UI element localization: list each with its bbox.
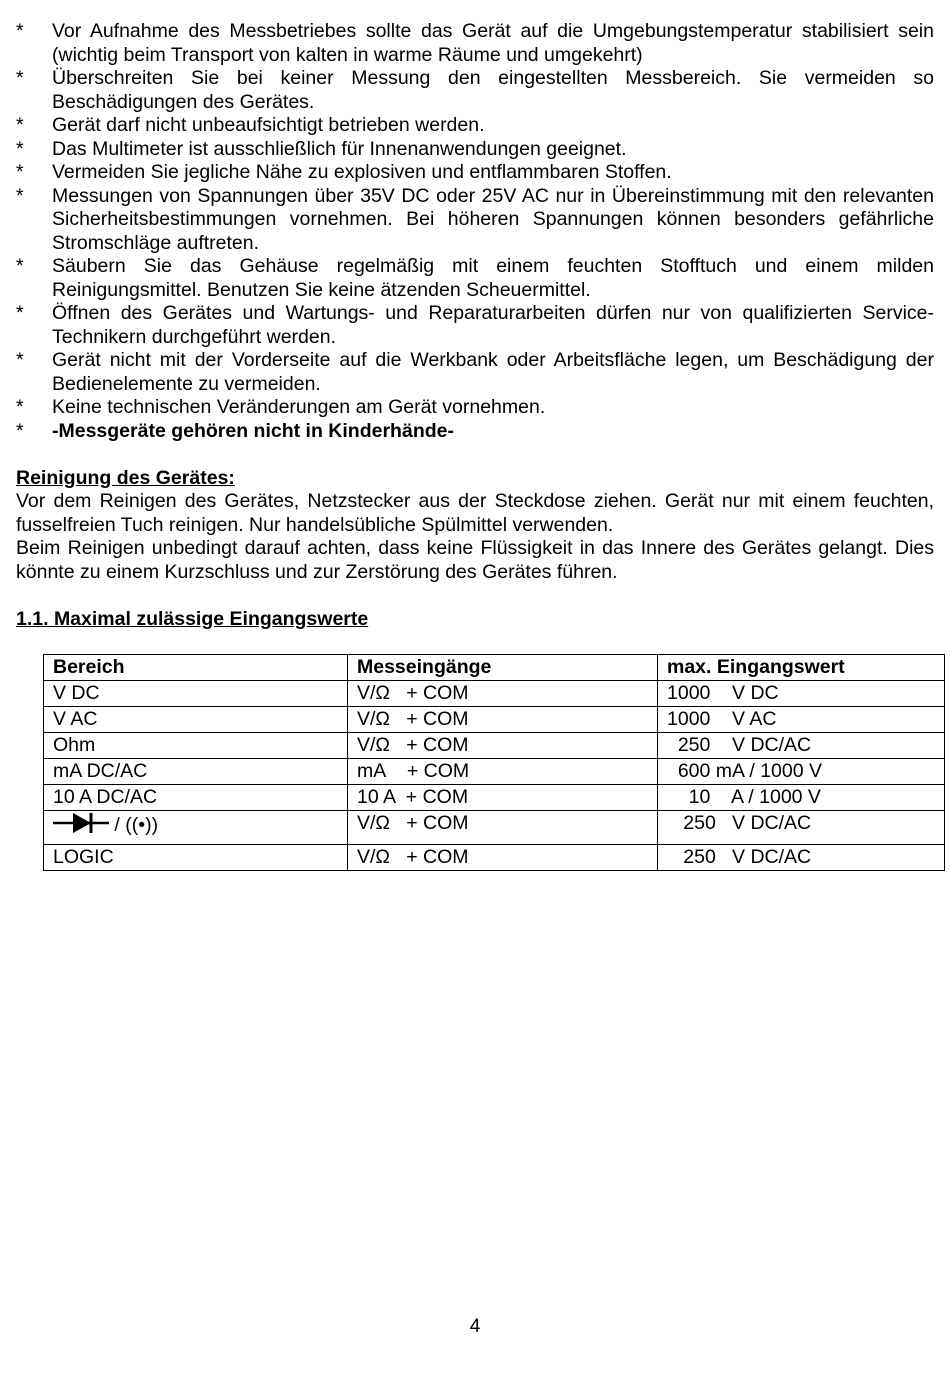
cell-inputs: V/Ω + COM <box>348 681 658 707</box>
list-item: * Vor Aufnahme des Messbetriebes sollte das Gerät auf die Umgebungstemperatur stabilisiert sein (wichtig beim Transport von kalten in warme Räume und umgekehrt) <box>16 20 934 66</box>
cell-max: 10 A / 1000 V <box>658 785 945 811</box>
cell-range: V DC <box>44 681 348 707</box>
cell-max: 600 mA / 1000 V <box>658 759 945 785</box>
page-number: 4 <box>469 1316 481 1337</box>
cell-max: 250 V DC/AC <box>658 811 945 845</box>
table-row <box>44 811 945 845</box>
cleaning-title: Reinigung des Gerätes: <box>16 466 235 489</box>
table-row <box>44 845 945 871</box>
table-header-row <box>44 655 945 681</box>
diode-icon <box>53 811 109 835</box>
header-bereich: Bereich <box>44 655 348 681</box>
list-item: * Säubern Sie das Gehäuse regelmäßig mit einem feuchten Stofftuch und einem milden Reinigungsmittel. Benutzen Sie keine ätzenden Scheuermittel. <box>16 255 934 301</box>
header-messeingaenge: Messeingänge <box>348 655 658 681</box>
document-page <box>16 20 934 631</box>
list-item: * Das Multimeter ist ausschließlich für Innenanwendungen geeignet. <box>16 137 627 160</box>
cell-inputs: mA + COM <box>348 759 658 785</box>
list-item: * Messungen von Spannungen über 35V DC oder 25V AC nur in Übereinstimmung mit den relevanten Sicherheitsbestimmungen vornehmen. Bei höheren Spannungen können besonders gefährliche Stromschläge auftreten. <box>16 184 934 254</box>
list-item: * Keine technischen Veränderungen am Gerät vornehmen. <box>16 396 546 418</box>
cell-range: mA DC/AC <box>44 759 348 785</box>
limits-title: 1.1. Maximal zulässige Eingangswerte <box>16 607 369 630</box>
table-row <box>44 759 945 785</box>
list-item: * Überschreiten Sie bei keiner Messung den eingestellten Messbereich. Sie vermeiden so Beschädigungen des Gerätes. <box>16 67 934 113</box>
cell-inputs: 10 A + COM <box>348 785 658 811</box>
table-row <box>44 733 945 759</box>
list-item: * Gerät nicht mit der Vorderseite auf die Werkbank oder Arbeitsfläche legen, um Beschädigung der Bedienelemente zu vermeiden. <box>16 349 934 395</box>
cell-max: 1000 V DC <box>658 681 945 707</box>
cell-inputs: V/Ω + COM <box>348 707 658 733</box>
table-row <box>44 785 945 811</box>
cell-inputs: V/Ω + COM <box>348 733 658 759</box>
safety-list <box>16 20 934 443</box>
cell-range: 10 A DC/AC <box>44 785 348 811</box>
cleaning-paragraph-2: Beim Reinigen unbedingt darauf achten, dass keine Flüssigkeit in das Innere des Gerätes gelangt. Dies könnte zu einem Kurzschluss und zur Zerstörung des Gerätes führen. <box>16 537 934 583</box>
list-item-warning: * -Messgeräte gehören nicht in Kinderhände- <box>16 419 454 442</box>
list-item: * Vermeiden Sie jegliche Nähe zu explosiven und entflammbaren Stoffen. <box>16 161 672 183</box>
cell-range: Ohm <box>44 733 348 759</box>
cell-max: 250 V DC/AC <box>658 845 945 871</box>
list-item: * Öffnen des Gerätes und Wartungs- und Reparaturarbeiten dürfen nur von qualifizierten Service-Technikern durchgeführt werden. <box>16 302 934 348</box>
table-row <box>44 681 945 707</box>
table-row <box>44 707 945 733</box>
input-limits-table <box>43 654 945 871</box>
cleaning-paragraph-1: Vor dem Reinigen des Gerätes, Netzstecker aus der Steckdose ziehen. Gerät nur mit einem feuchten, fusselfreien Tuch reinigen. Nur handelsübliche Spülmittel verwenden. <box>16 490 934 536</box>
cell-range <box>44 811 348 845</box>
cell-max: 1000 V AC <box>658 707 945 733</box>
list-item: * Gerät darf nicht unbeaufsichtigt betrieben werden. <box>16 114 485 136</box>
cell-range: LOGIC <box>44 845 348 871</box>
cell-max: 250 V DC/AC <box>658 733 945 759</box>
header-max-eingangswert: max. Eingangswert <box>658 655 945 681</box>
cell-inputs: V/Ω + COM <box>348 811 658 845</box>
continuity-label: / ((•)) <box>114 814 159 836</box>
cell-inputs: V/Ω + COM <box>348 845 658 871</box>
cell-range: V AC <box>44 707 348 733</box>
